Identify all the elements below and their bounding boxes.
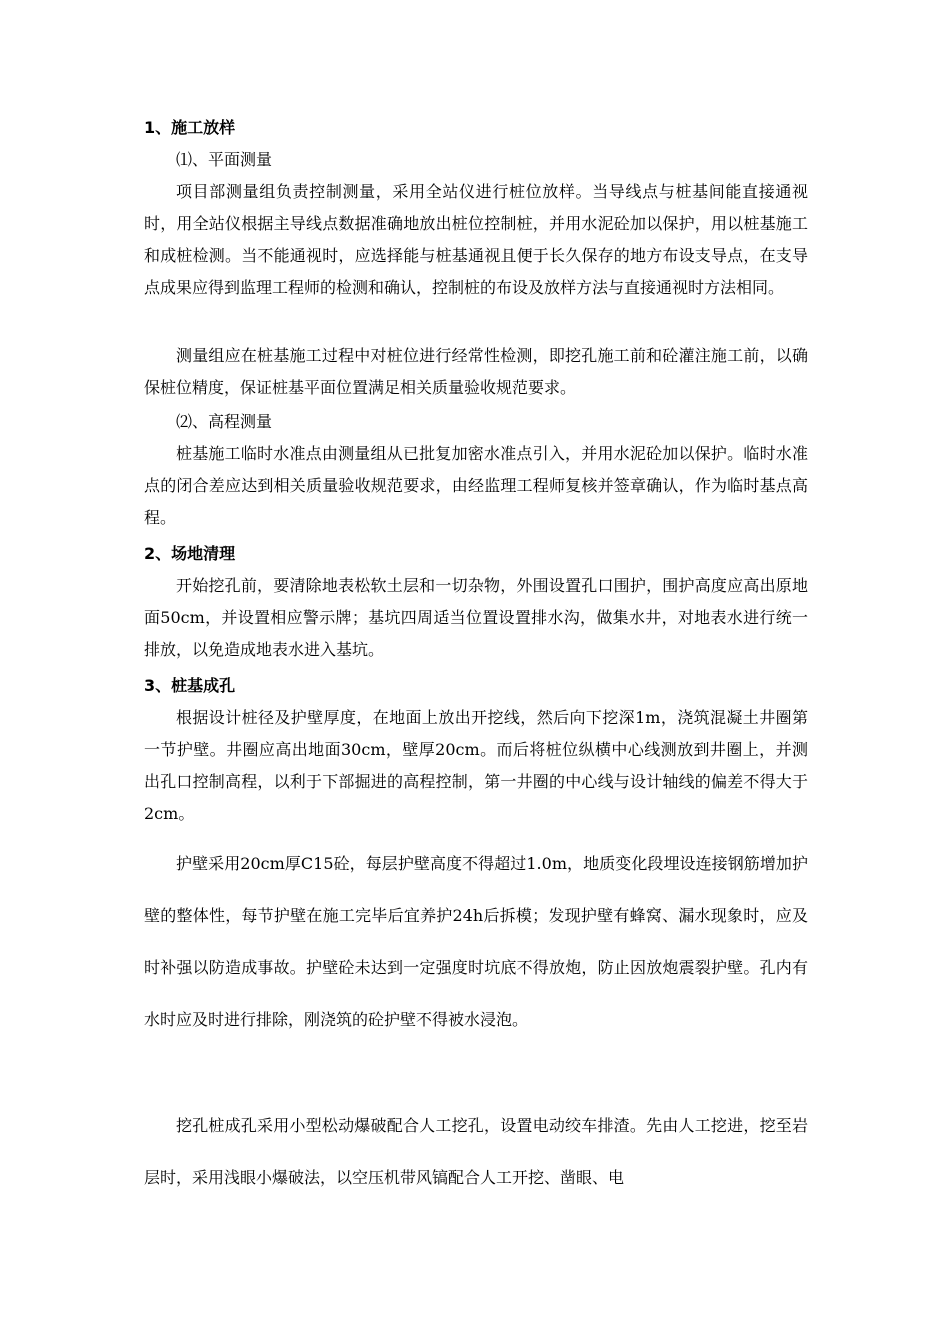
section-1-heading: 1、施工放样 — [144, 118, 236, 137]
section-3-paragraph-1: 根据设计桩径及护壁厚度，在地面上放出开挖线，然后向下挖深1m，浇筑混凝土井圈第一节护壁。井圈应高出地面30cm，壁厚20cm。而后将桩位纵横中心线测放到井圈上，并测出孔口控制高程，以利于下部掘进的高程控制，第一井圈的中心线与设计轴线的偏差不得大于2cm。 — [144, 708, 808, 823]
section-1-paragraph-2: 测量组应在桩基施工过程中对桩位进行经常性检测，即挖孔施工前和砼灌注施工前，以确保桩位精度，保证桩基平面位置满足相关质量验收规范要求。 — [144, 346, 808, 397]
subsection-1-2-heading: ⑵、高程测量 — [176, 412, 273, 431]
section-3-paragraph-3: 挖孔桩成孔采用小型松动爆破配合人工挖孔，设置电动绞车排渣。先由人工挖进，挖至岩层时，采用浅眼小爆破法，以空压机带风镐配合人工开挖、凿眼、电 — [144, 1116, 808, 1187]
section-3-paragraph-2: 护壁采用20cm厚C15砼，每层护壁高度不得超过1.0m，地质变化段埋设连接钢筋增加护壁的整体性，每节护壁在施工完毕后宜养护24h后拆模；发现护壁有蜂窝、漏水现象时，应及时补强以防造成事故。护壁砼未达到一定强度时坑底不得放炮，防止因放炮震裂护壁。孔内有水时应及时进行排除，刚浇筑的砼护壁不得被水浸泡。 — [144, 854, 808, 1029]
subsection-1-1-heading: ⑴、平面测量 — [176, 150, 273, 169]
section-2-heading: 2、场地清理 — [144, 544, 236, 563]
section-1-paragraph-3: 桩基施工临时水准点由测量组从已批复加密水准点引入，并用水泥砼加以保护。临时水准点的闭合差应达到相关质量验收规范要求，由经监理工程师复核并签章确认，作为临时基点高程。 — [144, 444, 808, 527]
section-1-paragraph-1: 项目部测量组负责控制测量，采用全站仪进行桩位放样。当导线点与桩基间能直接通视时，用全站仪根据主导线点数据准确地放出桩位控制桩，并用水泥砼加以保护，用以桩基施工和成桩检测。当不能通视时，应选择能与桩基通视且便于长久保存的地方布设支导点，在支导点成果应得到监理工程师的检测和确认，控制桩的布设及放样方法与直接通视时方法相同。 — [144, 182, 808, 297]
section-2-paragraph-1: 开始挖孔前，要清除地表松软土层和一切杂物，外围设置孔口围护，围护高度应高出原地面50cm，并设置相应警示牌；基坑四周适当位置设置排水沟，做集水井，对地表水进行统一排放，以免造成地表水进入基坑。 — [144, 576, 808, 659]
section-3-heading: 3、桩基成孔 — [144, 676, 236, 695]
